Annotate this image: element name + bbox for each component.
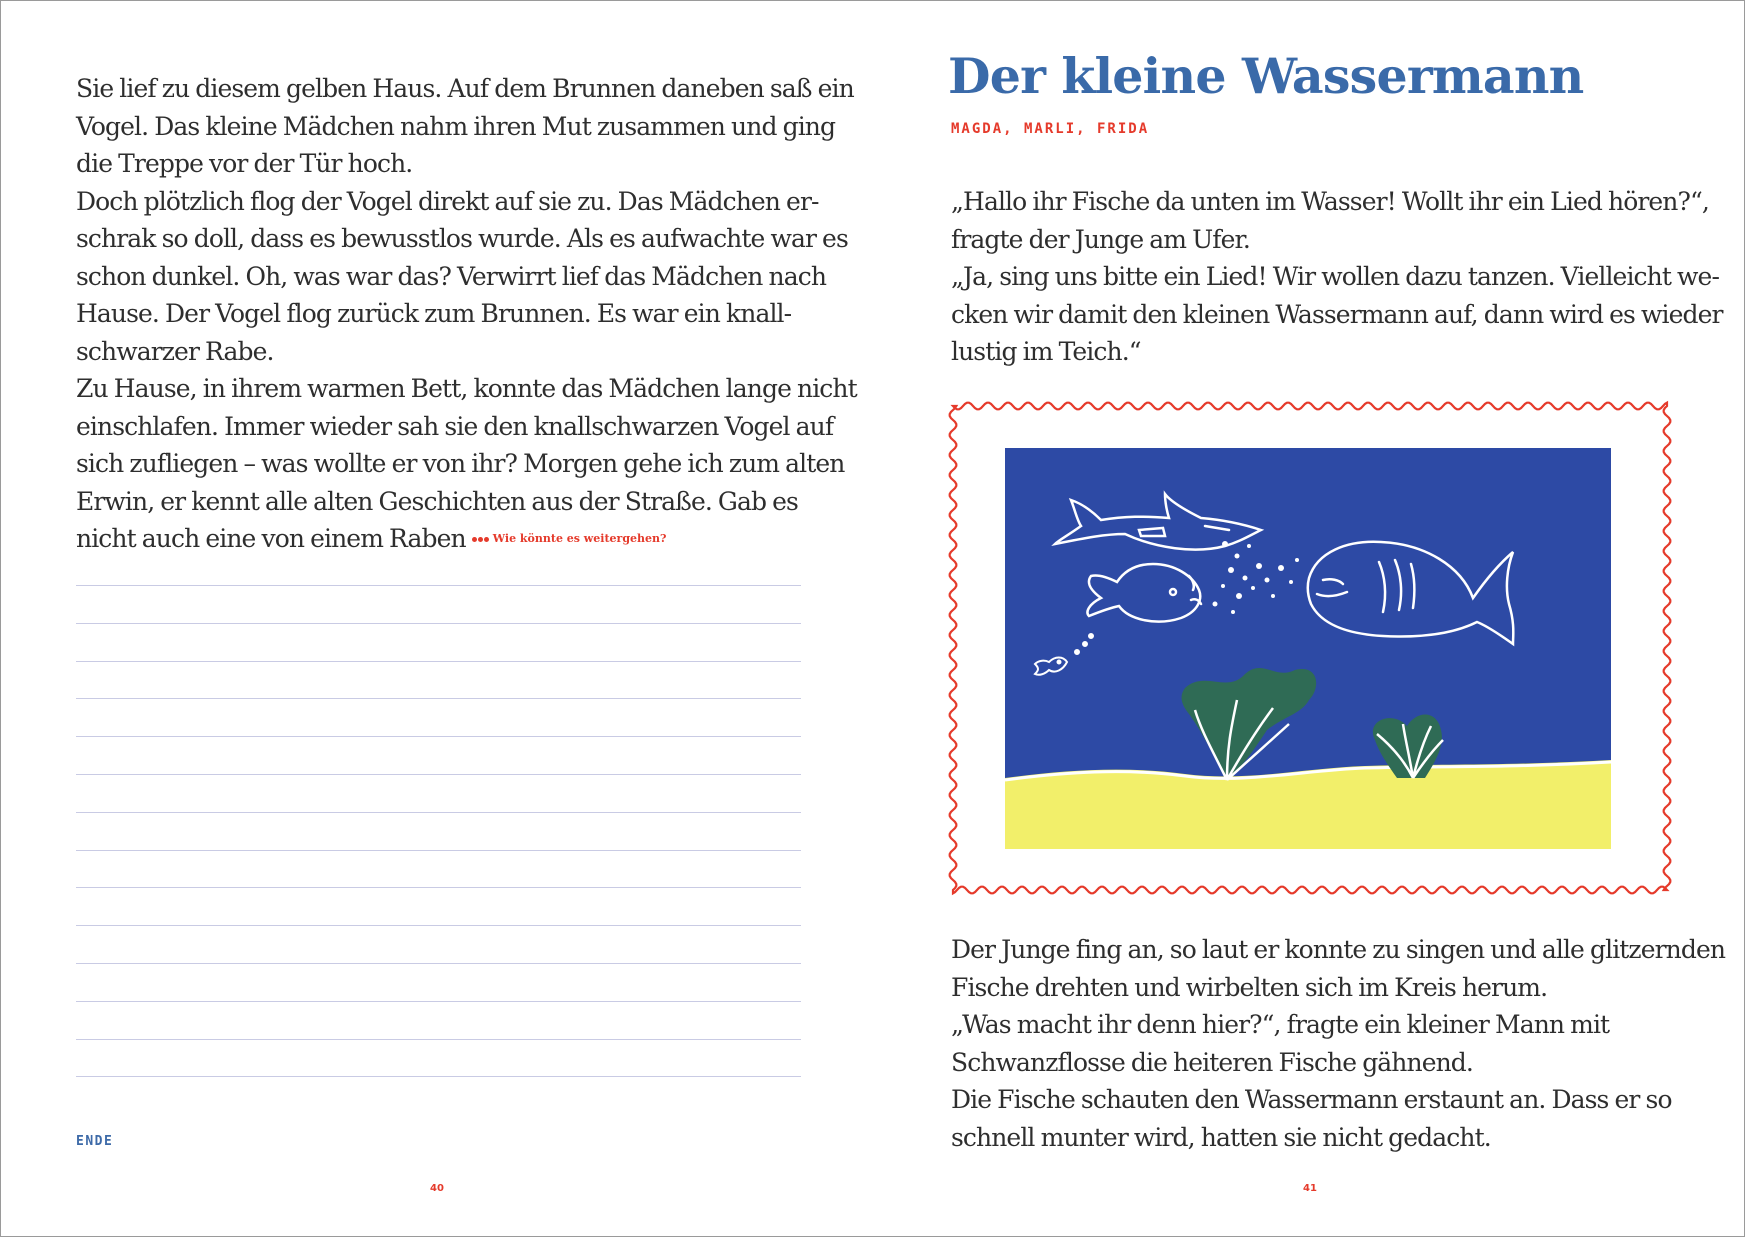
writing-line[interactable] — [76, 1076, 801, 1077]
writing-line[interactable] — [76, 925, 801, 926]
right-page — [875, 1, 1748, 1238]
text-line: Zu Hause, in ihrem warmen Bett, konnte das Mädchen lange nicht — [76, 374, 857, 403]
text-line: Hause. Der Vogel flog zurück zum Brunnen. Es war ein knall- — [76, 299, 792, 328]
writing-line[interactable] — [76, 774, 801, 775]
writing-line[interactable] — [76, 623, 801, 624]
left-page — [1, 1, 875, 1238]
right-story-text-bottom — [951, 931, 1726, 1156]
writing-line[interactable] — [76, 850, 801, 851]
writing-line[interactable] — [76, 1039, 801, 1040]
text-line: Sie lief zu diesem gelben Haus. Auf dem Brunnen daneben saß ein — [76, 74, 854, 103]
ellipsis-dots-icon — [472, 520, 490, 558]
writing-line[interactable] — [76, 585, 801, 586]
text-line: die Treppe vor der Tür hoch. — [76, 149, 413, 178]
text-line: Der Junge fing an, so laut er konnte zu singen und alle glitzernden — [951, 935, 1726, 964]
text-line: einschlafen. Immer wieder sah sie den knallschwarzen Vogel auf — [76, 411, 834, 441]
text-line: fragte der Junge am Ufer. — [951, 224, 1250, 254]
ende-label: ENDE — [76, 1134, 114, 1149]
text-line: „Hallo ihr Fische da unten im Wasser! Wollt ihr ein Lied hören?“, — [951, 187, 1709, 216]
text-line: schnell munter wird, hatten sie nicht gedacht. — [951, 1122, 1491, 1152]
story-title: Der kleine Wassermann — [948, 47, 1584, 105]
text-line: schrak so doll, dass es bewusstlos wurde. Als es aufwachte war es — [76, 224, 848, 253]
writing-line[interactable] — [76, 661, 801, 662]
underwater-painting[interactable] — [1005, 448, 1611, 849]
continuation-prompt — [472, 532, 667, 545]
writing-line[interactable] — [76, 698, 801, 699]
text-line: sich zufliegen – was wollte er von ihr? Morgen gehe ich zum alten — [76, 449, 845, 478]
text-line: lustig im Teich.“ — [951, 337, 1141, 366]
text-line-content: nicht auch eine von einem Raben — [76, 524, 466, 553]
text-line: schwarzer Rabe. — [76, 336, 274, 366]
text-line: „Was macht ihr denn hier?“, fragte ein kleiner Mann mit — [951, 1010, 1610, 1039]
text-line: cken wir damit den kleinen Wassermann auf, dann wird es wieder — [951, 299, 1723, 329]
text-line-last — [76, 520, 816, 558]
writing-line[interactable] — [76, 963, 801, 964]
text-line: Doch plötzlich flog der Vogel direkt auf sie zu. Das Mädchen er- — [76, 186, 819, 216]
text-line: Erwin, er kennt alle alten Geschichten aus der Straße. Gab es — [76, 486, 798, 516]
text-line: Schwanzflosse die heiteren Fische gähnend. — [951, 1047, 1473, 1077]
left-story-text — [76, 70, 857, 558]
writing-line[interactable] — [76, 887, 801, 888]
prompt-text: Wie könnte es weitergehen? — [492, 532, 667, 545]
writing-line[interactable] — [76, 736, 801, 737]
writing-line[interactable] — [76, 1001, 801, 1002]
text-line: Fische drehten und wirbelten sich im Kreis herum. — [951, 972, 1548, 1002]
text-line: „Ja, sing uns bitte ein Lied! Wir wollen dazu tanzen. Vielleicht we- — [951, 262, 1719, 291]
text-line: Die Fische schauten den Wassermann erstaunt an. Dass er so — [951, 1085, 1672, 1114]
writing-lines[interactable] — [76, 585, 801, 1114]
text-line: schon dunkel. Oh, was war das? Verwirrt lief das Mädchen nach — [76, 261, 827, 291]
right-story-text-top — [951, 183, 1723, 371]
page-number: 41 — [1303, 1183, 1317, 1194]
text-line: Vogel. Das kleine Mädchen nahm ihren Mut zusammen und ging — [76, 111, 836, 141]
writing-line[interactable] — [76, 812, 801, 813]
page-number: 40 — [430, 1183, 444, 1194]
story-authors: MAGDA, MARLI, FRIDA — [951, 121, 1150, 137]
